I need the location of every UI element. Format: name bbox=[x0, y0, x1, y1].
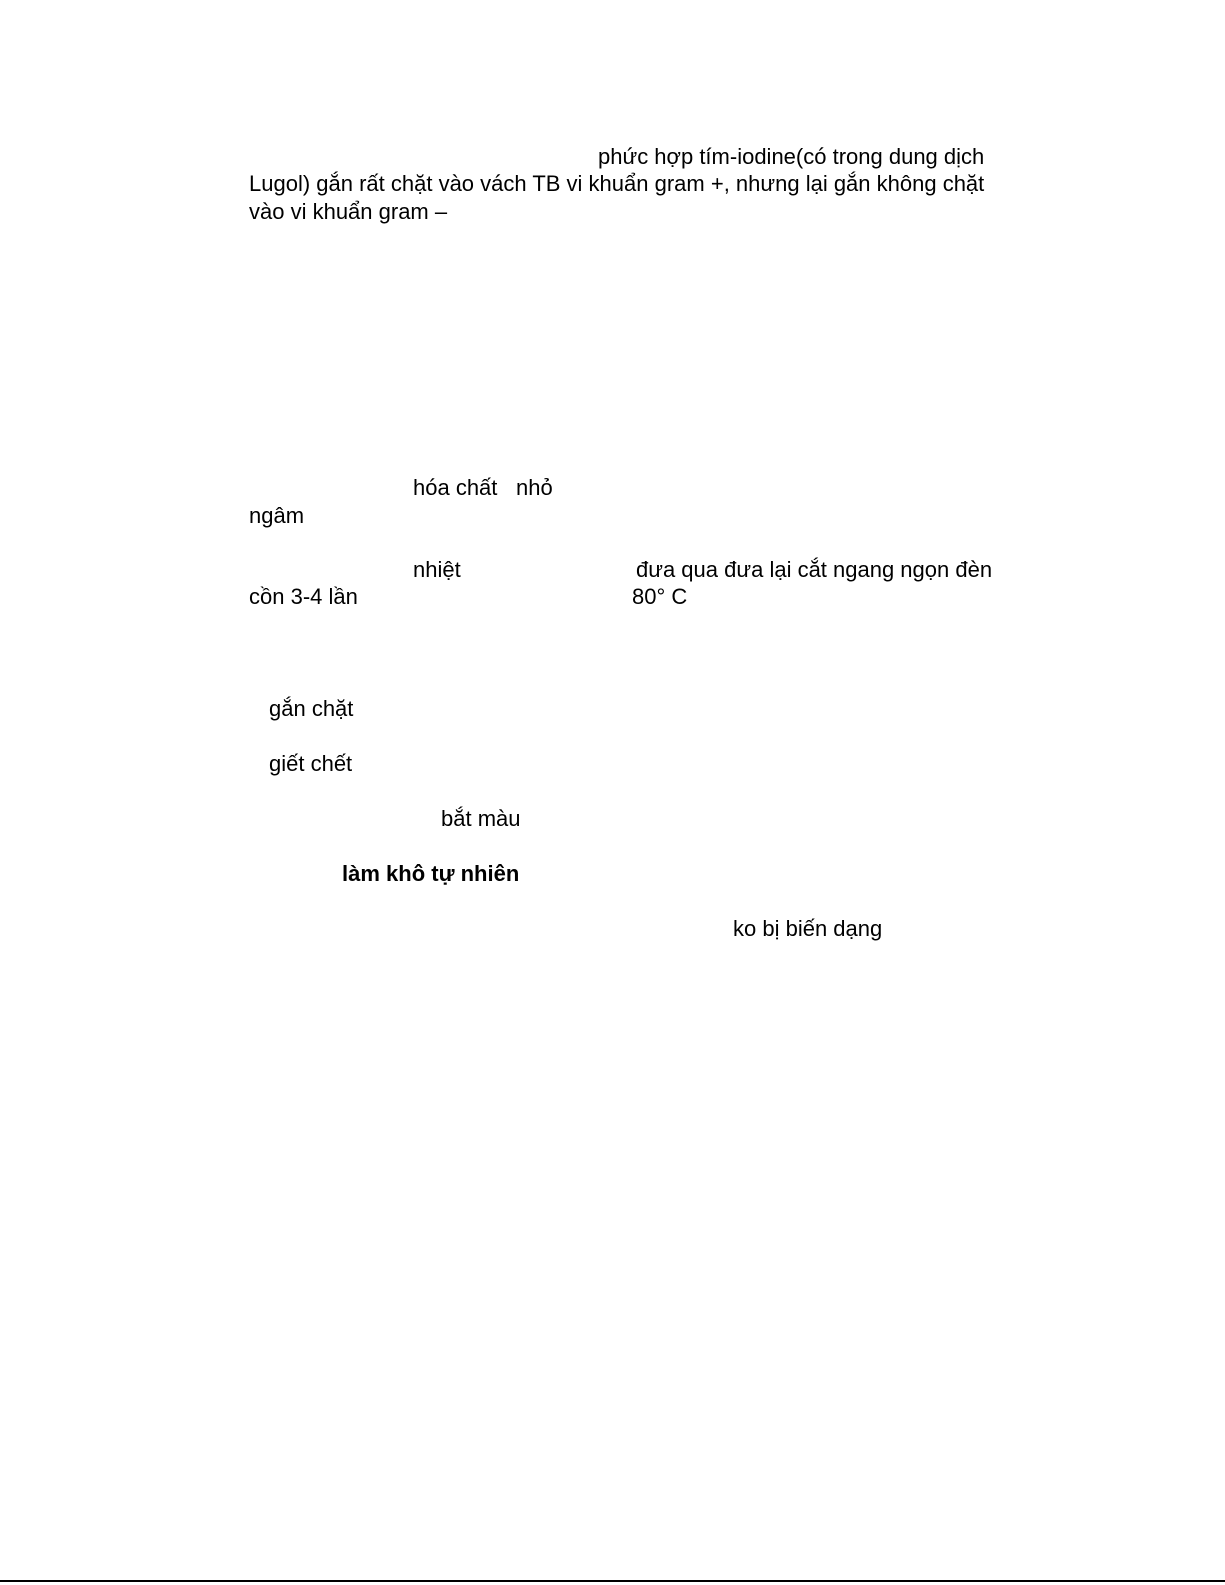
para1-line3: vào vi khuẩn gram – bbox=[249, 199, 448, 224]
text-gan-chat: gắn chặt bbox=[269, 696, 354, 721]
text-temperature: 80° C bbox=[632, 584, 688, 609]
page-bottom-border bbox=[0, 1580, 1225, 1582]
text-hoa-chat: hóa chất bbox=[413, 475, 498, 500]
text-ngam: ngâm bbox=[249, 503, 305, 528]
text-nho: nhỏ bbox=[516, 475, 553, 500]
text-giet-chet: giết chết bbox=[269, 751, 353, 776]
para1-line2: Lugol) gắn rất chặt vào vách TB vi khuẩn gram +, nhưng lại gắn không chặt bbox=[249, 171, 985, 196]
text-con-lan: cồn 3-4 lần bbox=[249, 584, 358, 609]
text-ko-bien-dang: ko bị biến dạng bbox=[733, 916, 883, 941]
text-dua-qua: đưa qua đưa lại cắt ngang ngọn đèn bbox=[636, 557, 993, 582]
text-nhiet: nhiệt bbox=[413, 557, 461, 582]
text-bat-mau: bắt màu bbox=[441, 806, 521, 831]
para1-line1: phức hợp tím-iodine(có trong dung dịch bbox=[598, 144, 985, 169]
text-lam-kho: làm khô tự nhiên bbox=[342, 861, 520, 886]
